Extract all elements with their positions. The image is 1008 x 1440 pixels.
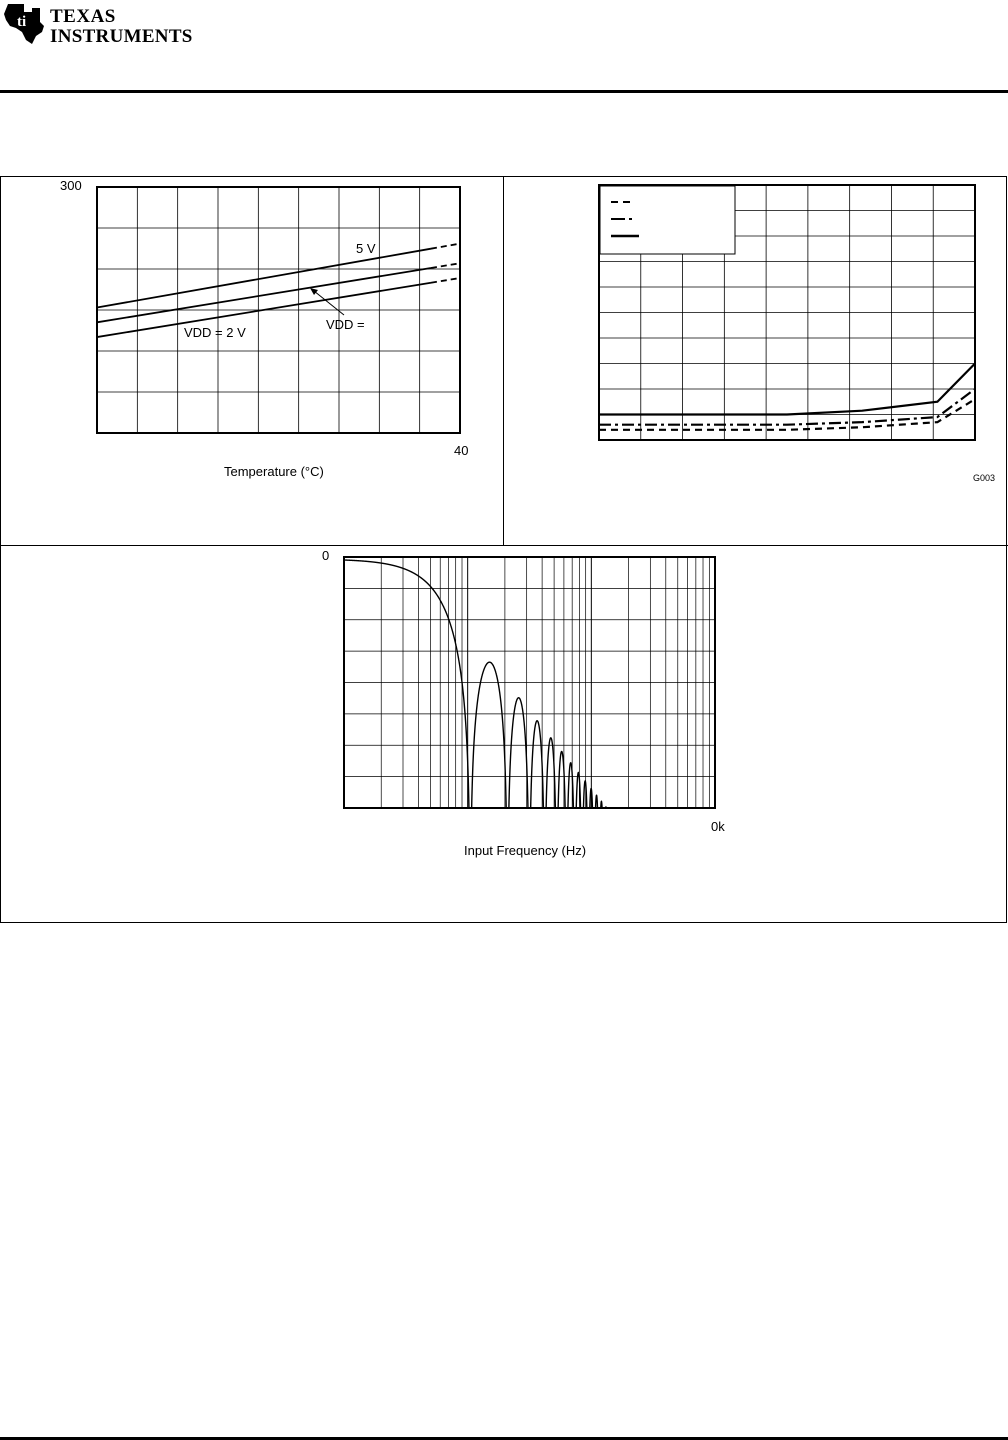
x-tick-label-right: 40 — [454, 443, 469, 458]
annotation-vdd: VDD = — [326, 317, 365, 332]
graph-temperature — [0, 176, 503, 545]
svg-text:ti: ti — [17, 14, 27, 30]
data-line-series-1-extension — [431, 244, 460, 249]
data-line-series-3-extension — [431, 278, 460, 283]
figure-grid — [0, 176, 1008, 924]
graph-frequency — [0, 546, 1008, 923]
brand-line1: TEXAS — [50, 6, 116, 27]
x-tick-label-right: 0k — [711, 819, 725, 834]
graph-g003-plot — [504, 176, 1007, 545]
annotation-arrowhead — [310, 288, 318, 295]
ti-state-outline-logo-icon — [2, 2, 48, 46]
graph-g003 — [504, 176, 1007, 545]
y-tick-label-top: 0 — [322, 548, 330, 563]
y-tick-label-top: 300 — [60, 178, 82, 193]
annotation-arrow — [314, 291, 344, 315]
annotation-vdd-2v: VDD = 2 V — [184, 325, 246, 340]
data-line-response — [344, 560, 715, 808]
data-line-series-2-extension — [431, 263, 460, 268]
graph-temperature-plot — [0, 176, 503, 545]
ti-logo — [0, 0, 200, 50]
x-axis-label: Temperature (°C) — [224, 464, 324, 479]
data-line-series-2 — [97, 268, 431, 322]
brand-line2: INSTRUMENTS — [50, 26, 193, 47]
data-line-series-2 — [599, 389, 975, 425]
annotation-5v: 5 V — [356, 241, 376, 256]
data-line-series-1 — [97, 249, 431, 308]
header-rule — [0, 90, 1008, 93]
graph-frequency-plot — [0, 546, 1008, 923]
graph-id-label: G003 — [973, 473, 996, 483]
x-axis-label: Input Frequency (Hz) — [464, 843, 587, 858]
